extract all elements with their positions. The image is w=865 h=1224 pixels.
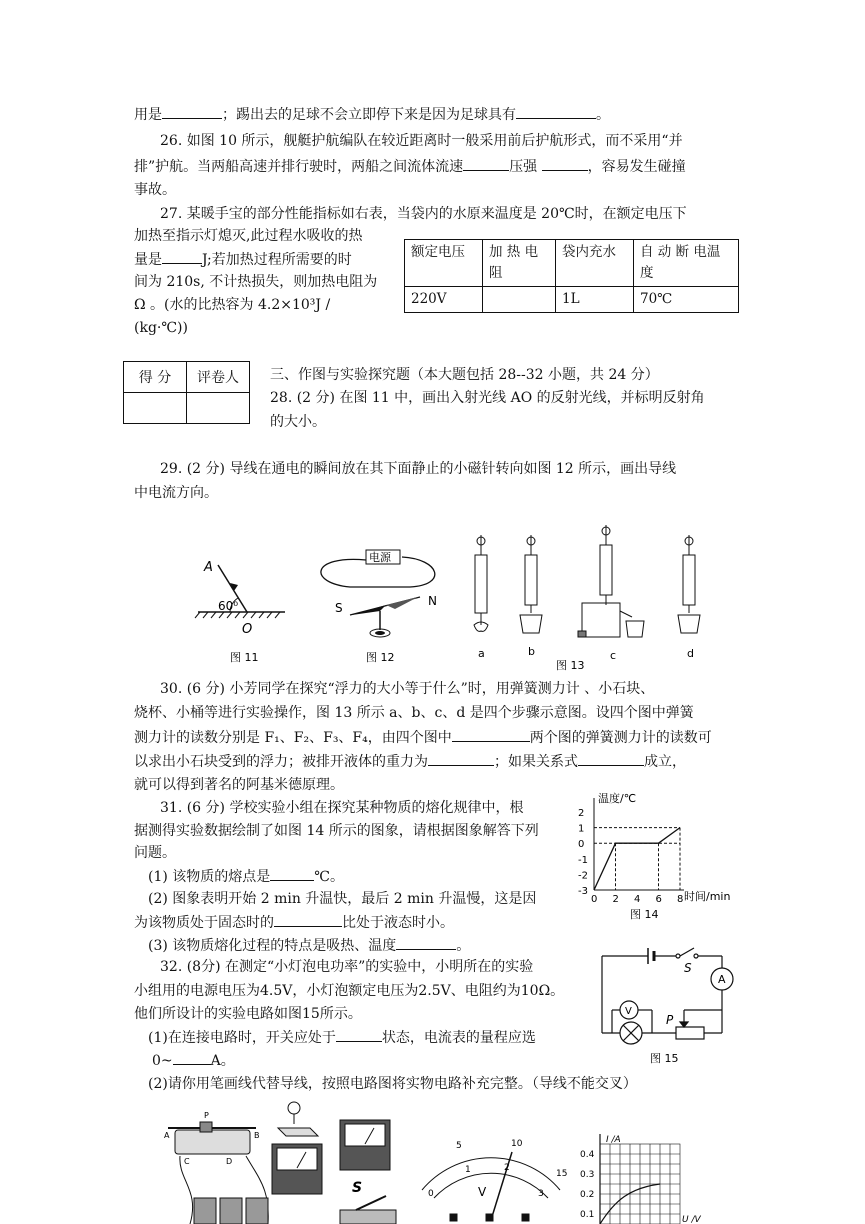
fig13-caption: 图 13 xyxy=(556,659,585,672)
text: 以求出小石块受到的浮力；被排开液体的重力为 xyxy=(134,754,428,770)
temperature-curve xyxy=(594,828,680,890)
answer-blank[interactable] xyxy=(578,751,644,766)
text: ，容易发生碰撞 xyxy=(587,159,686,175)
text: 成立， xyxy=(644,754,686,770)
grader-label: 评卷人 xyxy=(187,362,250,393)
switch-S: S xyxy=(684,961,692,975)
q29-line1: 29. (2 分) 导线在通电的瞬间放在其下面静止的小磁针转向如图 12 所示，画出导线 xyxy=(160,461,677,477)
tick-3: 3 xyxy=(538,1189,544,1199)
table-cell: 1L xyxy=(556,287,634,313)
x-tick-label: 8 xyxy=(677,894,684,905)
text: (3) 该物质熔化过程的特点是吸热、温度 xyxy=(148,938,397,954)
iu-tick: 0.3 xyxy=(580,1170,595,1180)
pole-S: S xyxy=(335,601,343,615)
q27-line5: Ω 。(水的比热容为 4.2×10³J / xyxy=(134,297,331,313)
answer-blank[interactable] xyxy=(274,912,342,927)
q31-line2: 据测得实验数据绘制了如图 14 所示的图象，请根据图象解答下列 xyxy=(134,823,539,839)
tick-2: 2 xyxy=(504,1163,510,1173)
text: ；如果关系式 xyxy=(494,754,578,770)
iu-grid xyxy=(600,1134,680,1224)
q27-line3 xyxy=(134,249,352,270)
rheo-B: B xyxy=(254,1131,260,1140)
q30-line1: 30. (6 分) 小芳同学在探究“浮力的大小等于什么”时，用弹簧测力计 、小石块、 xyxy=(160,681,655,697)
step-b: b xyxy=(528,645,535,658)
fig12-caption: 图 12 xyxy=(366,651,395,664)
answer-blank[interactable] xyxy=(162,249,202,264)
q30-line5: 就可以得到著名的阿基米德原理。 xyxy=(134,777,344,793)
table-cell: 220V xyxy=(405,287,483,313)
voltmeter-icon xyxy=(272,1144,322,1194)
label-O: O xyxy=(242,622,253,637)
q27-line6: (kg·℃)) xyxy=(134,320,188,336)
text: 压强 xyxy=(509,159,538,175)
fig14-caption: 图 14 xyxy=(630,908,659,921)
tick-15: 15 xyxy=(556,1169,568,1179)
q32-line6: (2)请你用笔画线代替导线，按照电路图将实物电路补充完整。（导线不能交叉） xyxy=(148,1076,637,1092)
answer-blank[interactable] xyxy=(452,727,530,742)
text: 状态，电流表的量程应选 xyxy=(381,1030,536,1046)
x-tick-label: 6 xyxy=(655,894,662,905)
q32-line1: 32. (8分) 在测定“小灯泡电功率”的实验中，小明所在的实验 xyxy=(160,959,534,975)
answer-blank[interactable] xyxy=(270,866,314,881)
tick-0: 0 xyxy=(428,1189,434,1199)
y-tick-label: -1 xyxy=(578,854,588,866)
bottom-figures xyxy=(160,1100,720,1224)
spec-table xyxy=(404,239,739,313)
answer-blank[interactable] xyxy=(396,935,456,950)
answer-blank[interactable] xyxy=(463,156,509,171)
text: 量是 xyxy=(134,252,162,268)
answer-blank[interactable] xyxy=(336,1027,382,1042)
x-tick-label: 2 xyxy=(612,894,619,905)
iu-tick: 0.1 xyxy=(580,1210,595,1220)
text: ℃。 xyxy=(314,869,344,885)
table-header: 自 动 断 电温度 xyxy=(634,240,739,287)
q27-line2: 加热至指示灯熄灭,此过程水吸收的热 xyxy=(134,228,363,244)
power-label: 电源 xyxy=(369,551,391,564)
voltmeter-label: V xyxy=(625,1006,632,1017)
tick-1: 1 xyxy=(465,1165,471,1175)
rheo-D: D xyxy=(226,1157,233,1166)
score-cell[interactable] xyxy=(124,393,187,424)
y-tick-label: -3 xyxy=(578,886,588,897)
step-d: d xyxy=(687,647,694,660)
answer-blank[interactable] xyxy=(173,1050,211,1065)
answer-blank[interactable] xyxy=(428,751,494,766)
ammeter-icon xyxy=(340,1120,390,1170)
q28-line2: 的大小。 xyxy=(270,414,326,430)
q26-line1: 26. 如图 10 所示，舰艇护航编队在较近距离时一般采用前后护航形式，而不采用“并 xyxy=(160,133,683,149)
q31-line6 xyxy=(134,912,454,933)
y-tick-label: 1 xyxy=(578,823,585,835)
q32-line5 xyxy=(152,1050,235,1071)
section-title: 三、作图与实验探究题（本大题包括 28--32 小题，共 24 分） xyxy=(270,367,659,383)
figures-11-13 xyxy=(190,515,740,675)
fig15-caption: 图 15 xyxy=(650,1052,679,1065)
tick-5: 5 xyxy=(456,1141,462,1151)
answer-blank[interactable] xyxy=(516,104,596,119)
q27-line1: 27. 某暖手宝的部分性能指标如右表，当袋内的水原来温度是 20℃时，在额定电压下 xyxy=(160,206,687,222)
iu-ylabel: I /A xyxy=(606,1135,621,1145)
answer-blank[interactable] xyxy=(542,156,588,171)
q32-line2: 小组用的电源电压为4.5V，小灯泡额定电压为2.5V、电阻约为10Ω。 xyxy=(134,983,565,999)
switch-icon xyxy=(340,1196,396,1224)
q30-line2: 烧杯、小桶等进行实验操作，图 13 所示 a、b、c、d 是四个步骤示意图。设四个图中弹簧 xyxy=(134,705,694,721)
table-header: 额定电压 xyxy=(405,240,483,287)
q31-line7 xyxy=(148,935,470,956)
text: 用是 xyxy=(134,107,162,123)
fig11-caption: 图 11 xyxy=(230,651,259,664)
rheo-C: C xyxy=(184,1157,190,1166)
text: 。 xyxy=(456,938,471,954)
rheo-P: P xyxy=(204,1111,209,1120)
x-tick-label: 0 xyxy=(591,894,598,905)
x-axis-label: 时间/min xyxy=(684,890,731,903)
lamp-icon xyxy=(278,1102,318,1136)
q26-line2 xyxy=(134,156,686,177)
slider-P: P xyxy=(666,1013,674,1027)
text: 两个图的弹簧测力计的读数可 xyxy=(529,730,712,746)
text: (1) 该物质的熔点是 xyxy=(148,869,271,885)
meter-scale xyxy=(422,1152,560,1221)
q31-line1: 31. (6 分) 学校实验小组在探究某种物质的熔化规律中，根 xyxy=(160,800,524,816)
text: (1)在连接电路时，开关应处于 xyxy=(148,1030,336,1046)
y-axis-label: 温度/℃ xyxy=(598,792,637,805)
table-cell: 70℃ xyxy=(634,287,739,313)
table-header: 袋内充水 xyxy=(556,240,634,287)
q30-line3 xyxy=(134,727,712,748)
angle-label: 60⁰ xyxy=(218,599,239,613)
score-label: 得 分 xyxy=(124,362,187,393)
pole-N: N xyxy=(428,594,437,608)
q31-line3: 问题。 xyxy=(134,845,176,861)
q28-line1: 28. (2 分) 在图 11 中，画出入射光线 AO 的反射光线，并标明反射角 xyxy=(270,390,705,406)
text: A。 xyxy=(210,1053,235,1069)
tick-10: 10 xyxy=(511,1139,523,1149)
ammeter-label: A xyxy=(718,973,726,986)
text: 测力计的读数分别是 F₁、F₂、F₃、F₄，由四个图中 xyxy=(134,730,452,746)
fig15-circuit xyxy=(592,938,742,1068)
iu-xlabel: U /V xyxy=(682,1215,701,1224)
unit-V: V xyxy=(478,1185,487,1199)
label-A: A xyxy=(204,560,213,575)
q27-line4: 间为 210s, 不计热损失，则加热电阻为 xyxy=(134,274,378,290)
q26-line3: 事故。 xyxy=(134,182,176,198)
fig13-scales xyxy=(474,525,700,637)
step-a: a xyxy=(478,647,485,660)
text: 0~ xyxy=(152,1053,173,1069)
x-tick-label: 4 xyxy=(634,894,641,905)
q31-line4 xyxy=(148,866,344,887)
text: ；踢出去的足球不会立即停下来是因为足球具有 xyxy=(222,107,516,123)
y-tick-label: 2 xyxy=(578,808,585,819)
step-c: c xyxy=(610,649,617,662)
iu-tick: 0.4 xyxy=(580,1150,595,1160)
q32-line3: 他们所设计的实验电路如图15所示。 xyxy=(134,1006,362,1022)
q30-line4 xyxy=(134,751,686,772)
q25-line xyxy=(134,104,610,125)
table-row xyxy=(405,287,739,313)
iu-tick: 0.2 xyxy=(580,1190,595,1200)
text: 。 xyxy=(596,107,610,123)
score-box xyxy=(123,361,250,424)
grader-cell[interactable] xyxy=(187,393,250,424)
y-tick-label: -2 xyxy=(578,870,588,882)
fig14-chart xyxy=(574,790,746,922)
table-cell xyxy=(483,287,556,313)
q31-line5: (2) 图象表明开始 2 min 升温快，最后 2 min 升温慢，这是因 xyxy=(148,891,537,907)
text: J;若加热过程所需要的时 xyxy=(202,252,352,268)
table-row xyxy=(405,240,739,287)
switch-label: S xyxy=(352,1180,363,1196)
text: 为该物质处于固态时的 xyxy=(134,915,274,931)
table-header: 加 热 电阻 xyxy=(483,240,556,287)
answer-blank[interactable] xyxy=(162,104,222,119)
battery-icon xyxy=(194,1198,268,1224)
rheo-A: A xyxy=(164,1131,170,1140)
q32-line4 xyxy=(148,1027,536,1048)
text: 比处于液态时小。 xyxy=(342,915,454,931)
y-tick-label: 0 xyxy=(578,839,585,851)
q29-line2: 中电流方向。 xyxy=(134,485,218,501)
text: 排”护航。当两船高速并排行驶时，两船之间流体流速 xyxy=(134,159,464,175)
